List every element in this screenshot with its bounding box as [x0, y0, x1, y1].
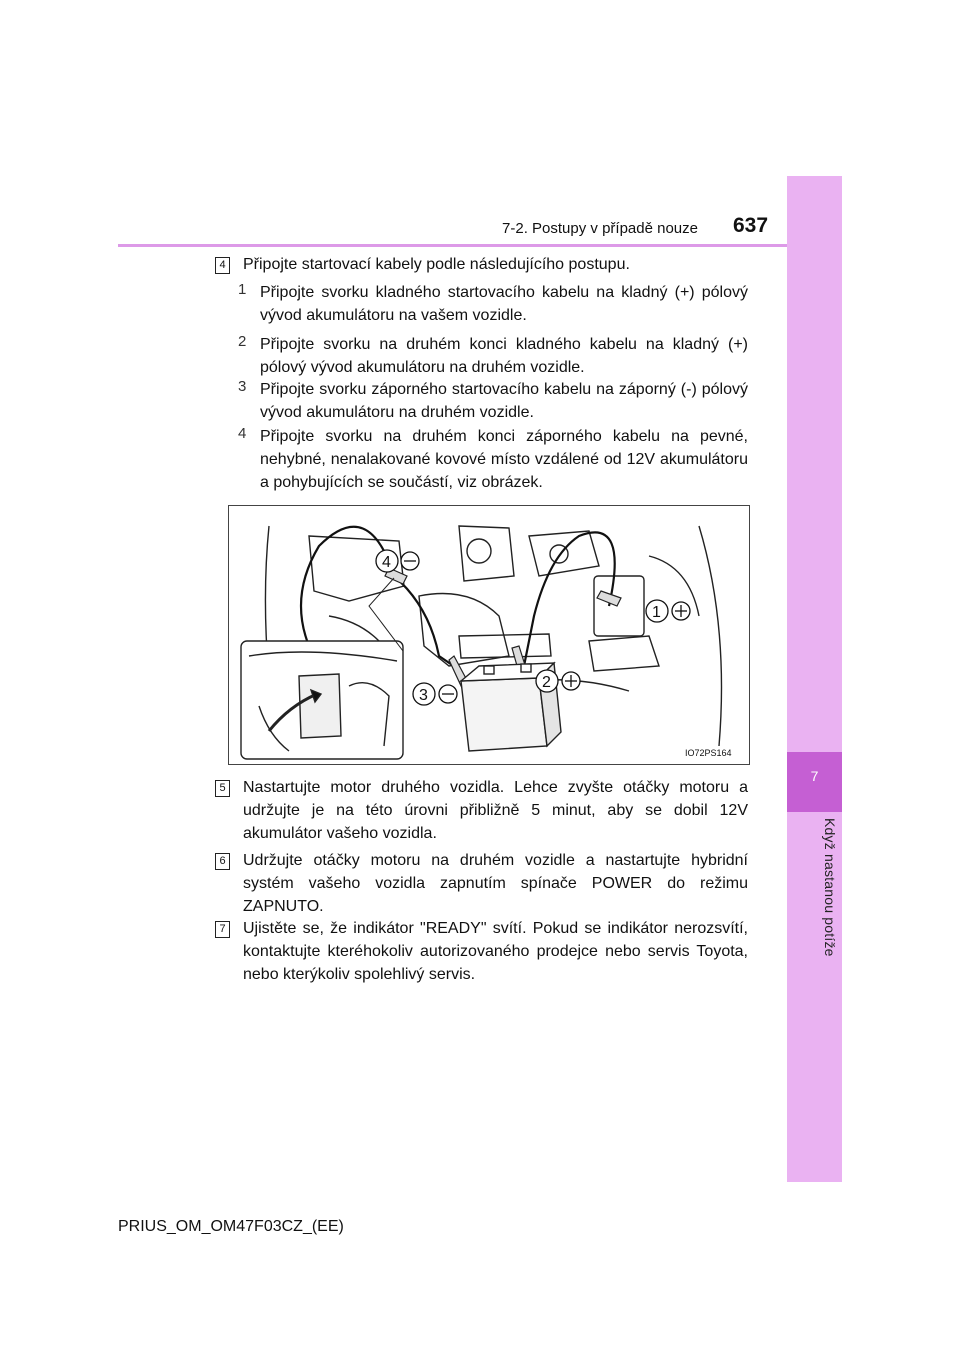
substep-text: Připojte svorku záporného startovacího kabelu na záporný (-) pólový vývod akumulátoru na druhém vozidle. [260, 381, 748, 421]
section-title: 7-2. Postupy v případě nouze [502, 220, 698, 237]
step-number-box: 6 [215, 853, 230, 870]
substep-text: Připojte svorku na druhém konci záporného kabelu na pevné, nehybné, nenalakované kovové místo vzdálené od 12V akumulátoru a pohybujících se součástí, viz obrázek. [260, 428, 748, 491]
step-number-box: 7 [215, 921, 230, 938]
chapter-side-tab [787, 176, 842, 1182]
callout-3: 3 [419, 687, 428, 704]
substep-text: Připojte svorku kladného startovacího kabelu na kladný (+) pólový vývod akumulátoru na vašem vozidle. [260, 284, 748, 324]
substep-number: 2 [238, 333, 247, 350]
callout-1: 1 [652, 604, 661, 621]
chapter-number: 7 [810, 768, 819, 784]
jump-start-illustration [228, 505, 750, 765]
header-rule [118, 244, 787, 247]
substep-text: Připojte svorku na druhém konci kladného kabelu na kladný (+) pólový vývod akumulátoru na druhém vozidle. [260, 336, 748, 376]
page-number: 637 [733, 214, 769, 237]
substep-number: 4 [238, 425, 247, 442]
callout-2: 2 [542, 674, 551, 691]
callout-4: 4 [382, 554, 391, 571]
step-text: Ujistěte se, že indikátor "READY" svítí. Pokud se indikátor nerozsvítí, kontaktujte kteréhokoliv autorizovaného prodejce nebo servis Toyota, nebo kterýkoliv spolehlivý servis. [243, 920, 748, 983]
step-number-box: 5 [215, 780, 230, 797]
document-id: PRIUS_OM_OM47F03CZ_(EE) [118, 1218, 344, 1235]
substep-number: 1 [238, 281, 247, 298]
step-text: Připojte startovací kabely podle následujícího postupu. [243, 256, 630, 273]
engine-bay-drawing [229, 506, 749, 764]
step-number-box: 4 [215, 257, 230, 274]
step-text: Udržujte otáčky motoru na druhém vozidle a nastartujte hybridní systém vašeho vozidla zapnutím spínače POWER do režimu ZAPNUTO. [243, 852, 748, 915]
substep-number: 3 [238, 378, 247, 395]
step-text: Nastartujte motor druhého vozidla. Lehce zvyšte otáčky motoru a udržujte je na této úrovni přibližně 5 minut, aby se dobil 12V akumulátor vašeho vozidla. [243, 779, 748, 842]
figure-code: IO72PS164 [685, 748, 732, 758]
chapter-title: Když nastanou potíže [822, 817, 838, 957]
